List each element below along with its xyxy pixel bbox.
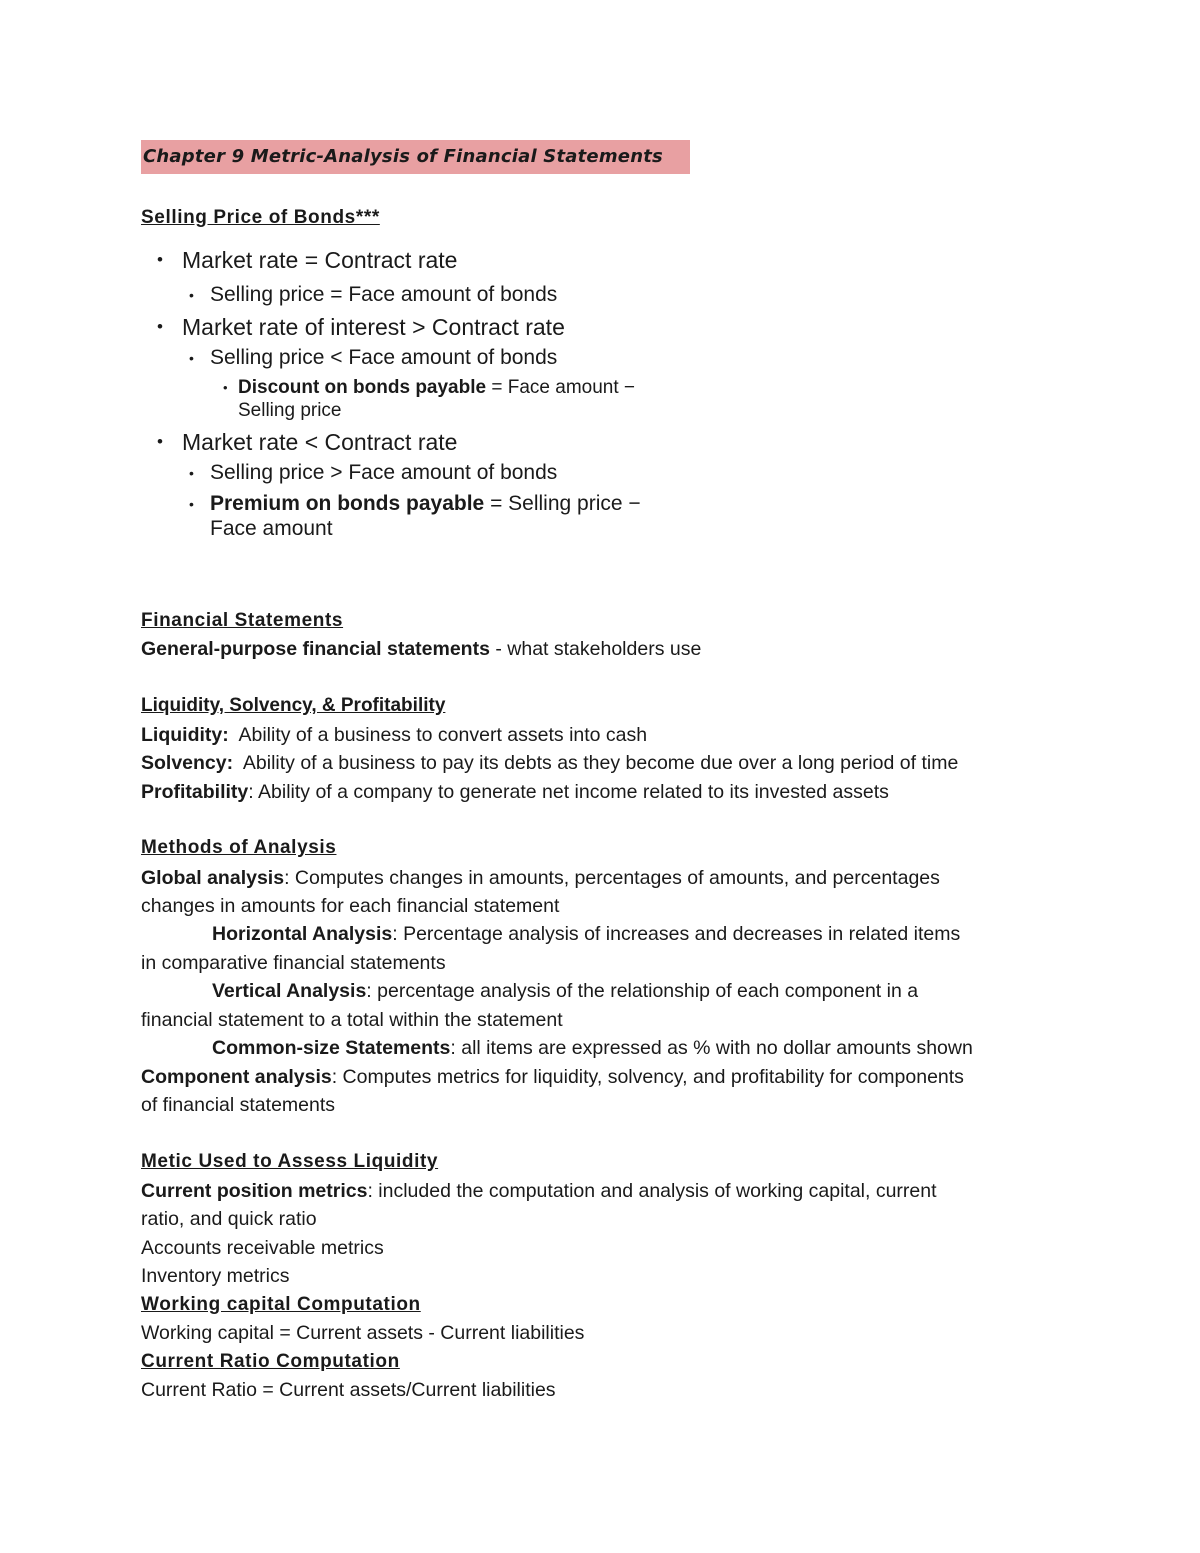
bullet: • — [189, 465, 194, 481]
bond-rule-2b-cont: Selling price — [238, 400, 342, 421]
bonds-heading: Selling Price of Bonds*** — [141, 207, 380, 228]
bond-rule-1: Market rate = Contract rate — [182, 247, 458, 273]
bond-rule-3b — [210, 491, 641, 517]
common-size-term: Common-size Statements — [212, 1037, 451, 1059]
horizontal-analysis-term: Horizontal Analysis — [212, 923, 393, 945]
financial-statements-heading: Financial Statements — [141, 610, 344, 631]
bond-rule-1a: Selling price = Face amount of bonds — [210, 283, 558, 306]
working-capital-heading: Working capital Computation — [141, 1294, 421, 1315]
liquidity-term: Liquidity: — [141, 724, 229, 746]
liquidity-metrics-heading: Metic Used to Assess Liquidity — [141, 1151, 439, 1172]
general-purpose-line — [141, 637, 701, 661]
component-analysis-desc: : Computes metrics for liquidity, solvency, and profitability for components — [331, 1066, 964, 1088]
global-analysis-cont: changes in amounts for each financial statement — [141, 895, 560, 917]
bullet: • — [157, 250, 163, 269]
current-position-line — [141, 1179, 937, 1203]
component-analysis-term: Component analysis — [141, 1066, 332, 1088]
component-analysis-cont: of financial statements — [141, 1094, 336, 1116]
current-position-cont: ratio, and quick ratio — [141, 1208, 317, 1230]
bond-rule-2b — [238, 376, 635, 399]
chapter-title: Chapter 9 Metric-Analysis of Financial Statements — [141, 140, 690, 174]
profitability-desc: : Ability of a company to generate net income related to its invested assets — [248, 781, 889, 803]
component-analysis-line — [141, 1065, 964, 1089]
profitability-line — [141, 780, 889, 804]
profitability-term: Profitability — [141, 781, 249, 803]
bullet: • — [189, 496, 194, 512]
bullet: • — [223, 380, 228, 395]
bond-rule-2: Market rate of interest > Contract rate — [182, 314, 565, 340]
bullet: • — [189, 350, 194, 366]
methods-heading: Methods of Analysis — [141, 837, 337, 858]
general-purpose-term: General-purpose financial statements — [141, 638, 490, 660]
global-analysis-line — [141, 866, 940, 890]
premium-formula: = Selling price − — [484, 492, 641, 515]
common-size-line — [212, 1036, 973, 1060]
bond-rule-3a: Selling price > Face amount of bonds — [210, 461, 558, 484]
general-purpose-desc: - what stakeholders use — [489, 638, 702, 660]
current-position-term: Current position metrics — [141, 1180, 368, 1202]
liquidity-line — [141, 723, 647, 747]
bullet: • — [157, 317, 163, 336]
solvency-line — [141, 751, 958, 775]
global-analysis-term: Global analysis — [141, 867, 285, 889]
common-size-desc: : all items are expressed as % with no dollar amounts shown — [450, 1037, 973, 1059]
lsp-heading: Liquidity, Solvency, & Profitability — [141, 695, 446, 716]
working-capital-formula: Working capital = Current assets - Current liabilities — [141, 1322, 585, 1344]
bond-rule-3: Market rate < Contract rate — [182, 429, 458, 455]
current-position-desc: : included the computation and analysis of working capital, current — [367, 1180, 937, 1202]
premium-term: Premium on bonds payable — [210, 492, 485, 515]
horizontal-analysis-cont: in comparative financial statements — [141, 952, 446, 974]
bullet: • — [189, 287, 194, 303]
bond-rule-2a: Selling price < Face amount of bonds — [210, 346, 558, 369]
horizontal-analysis-line — [212, 922, 960, 946]
bond-rule-3b-cont: Face amount — [210, 517, 333, 540]
vertical-analysis-line — [212, 979, 918, 1003]
vertical-analysis-desc: : percentage analysis of the relationship of each component in a — [366, 980, 919, 1002]
bullet: • — [157, 432, 163, 451]
horizontal-analysis-desc: : Percentage analysis of increases and decreases in related items — [392, 923, 961, 945]
solvency-desc: Ability of a business to pay its debts as they become due over a long period of time — [233, 752, 959, 774]
solvency-term: Solvency: — [141, 752, 234, 774]
current-ratio-formula: Current Ratio = Current assets/Current liabilities — [141, 1379, 556, 1401]
discount-term: Discount on bonds payable — [238, 377, 487, 398]
discount-formula: = Face amount − — [486, 377, 635, 398]
vertical-analysis-term: Vertical Analysis — [212, 980, 367, 1002]
global-analysis-desc: : Computes changes in amounts, percentages of amounts, and percentages — [284, 867, 940, 889]
vertical-analysis-cont: financial statement to a total within the statement — [141, 1009, 563, 1031]
current-ratio-heading: Current Ratio Computation — [141, 1351, 400, 1372]
liquidity-desc: Ability of a business to convert assets into cash — [228, 724, 648, 746]
accounts-receivable-line: Accounts receivable metrics — [141, 1237, 384, 1259]
inventory-line: Inventory metrics — [141, 1265, 290, 1287]
